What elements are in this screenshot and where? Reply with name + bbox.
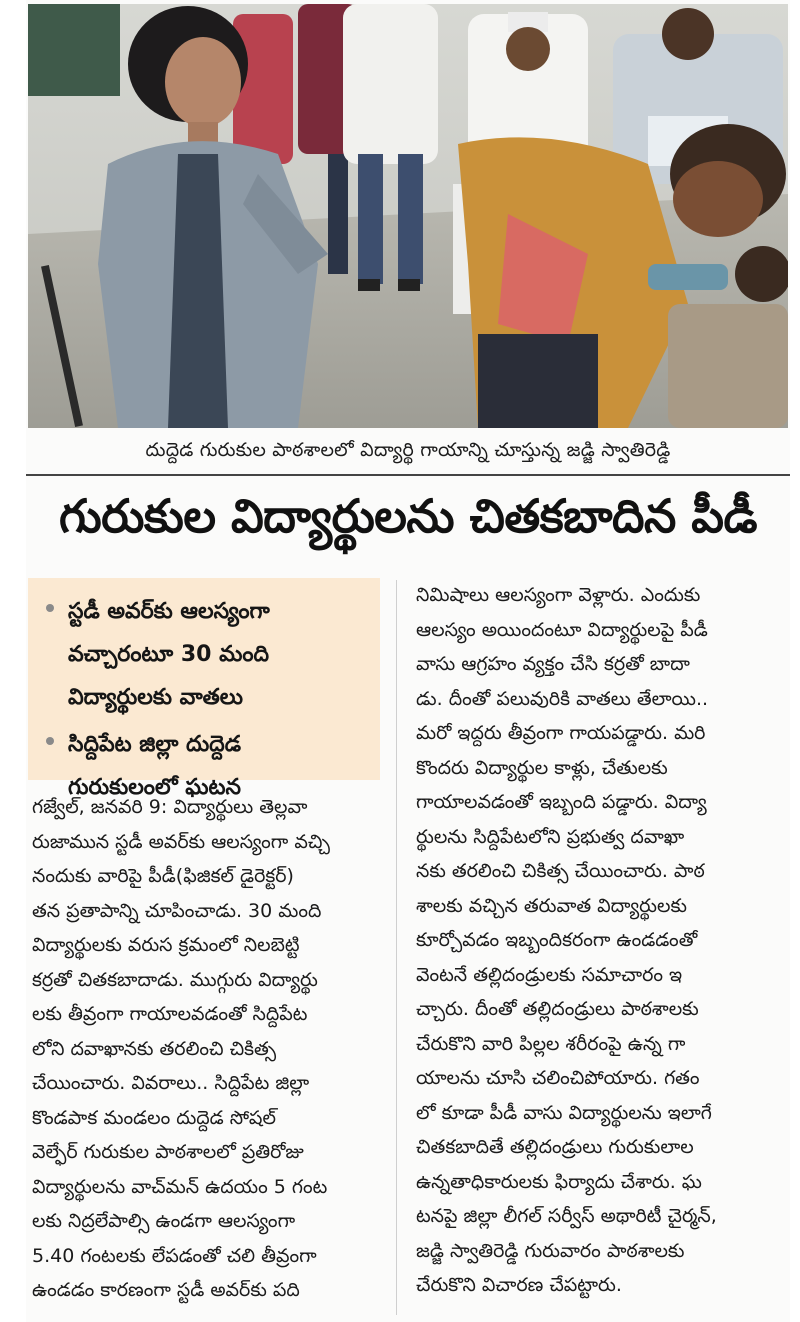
body-line: డు. దీంతో పలువురికి వాతలు తేలాయి.. <box>416 687 709 710</box>
bullet-icon <box>46 737 54 745</box>
body-line: కొండపాక మండలం దుద్దెడ సోషల్ <box>32 1106 276 1129</box>
body-line: వెంటనే తల్లిదండ్రులకు సమాచారం ఇ <box>416 963 683 986</box>
highlight-item <box>46 590 370 719</box>
body-line: వాసు ఆగ్రహం వ్యక్తం చేసి కర్రతో బాదా <box>416 653 690 675</box>
body-line: చేరుకొని వారి పిల్లల శరీరంపై ఉన్న గా <box>416 1032 686 1055</box>
body-line: కూర్చోవడం ఇబ్బందికరంగా ఉండడంతో <box>416 929 698 951</box>
body-line: యాలను చూసి చలించిపోయారు. గతం <box>416 1067 700 1089</box>
highlight-text: స్టడీ అవర్‌కు ఆలస్యంగా వచ్చారంటూ 30 మంది విద్యార్థులకు వాతలు <box>68 599 270 710</box>
body-line: లకు నిద్రలేపాల్సి ఉండగా ఆలస్యంగా <box>32 1210 296 1232</box>
article-column-right <box>416 578 788 1303</box>
highlight-box <box>28 578 380 800</box>
body-line: టనపై జిల్లా లీగల్ సర్వీస్ అథారిటీ చైర్మన్, <box>416 1205 717 1227</box>
column-divider <box>396 580 397 1315</box>
body-line: లకు తీవ్రంగా గాయాలవడంతో సిద్దిపేట <box>32 1003 308 1025</box>
body-line: చితకబాదితే తల్లిదండ్రులు గురుకులాల <box>416 1136 694 1158</box>
news-photo <box>28 4 788 428</box>
body-line: ఉన్నతాధికారులకు ఫిర్యాదు చేశారు. ఘ <box>416 1170 702 1193</box>
headline: గురుకుల విద్యార్థులను చితకబాదిన పీడీ <box>58 489 757 543</box>
body-line: మరో ఇద్దరు తీవ్రంగా గాయపడ్డారు. మరి <box>416 722 706 744</box>
body-line: రుజామున స్టడీ అవర్‌కు ఆలస్యంగా వచ్చి <box>32 830 331 853</box>
body-line: లో కూడా పీడీ వాసు విద్యార్థులను ఇలాగే <box>416 1101 712 1124</box>
newspaper-clipping <box>26 0 790 1322</box>
body-line: 5.40 గంటలకు లేపడంతో చలి తీవ్రంగా <box>32 1244 317 1267</box>
body-line: ర్థులను సిద్దిపేటలోని ప్రభుత్వ దవాఖా <box>416 825 685 848</box>
body-line: కర్రతో చితకబాదాడు. ముగ్గురు విద్యార్థు <box>32 968 318 991</box>
body-line: చేయించారు. వివరాలు.. సిద్దిపేట జిల్లా <box>32 1072 310 1094</box>
body-line: విద్యార్థులను వాచ్‌మన్ ఉదయం 5 గంట <box>32 1175 328 1198</box>
caption-rule <box>26 474 790 476</box>
photo-caption: దుద్దెడ గురుకుల పాఠశాలలో విద్యార్థి గాయాన్ని చూస్తున్న జడ్జి స్వాతిరెడ్డి <box>145 438 671 461</box>
photo-illustration <box>28 4 788 428</box>
highlight-text: సిద్దిపేట జిల్లా దుద్దెడ గురుకులంలో ఘటన <box>68 732 241 800</box>
body-line: నకు తరలించి చికిత్స చేయించారు. పాఠ <box>416 860 705 882</box>
body-line: లోని దవాఖానకు తరలించి చికిత్స <box>32 1037 277 1060</box>
body-line: చేరుకొని విచారణ చేపట్టారు. <box>416 1274 622 1296</box>
body-line: తన ప్రతాపాన్ని చూపించాడు. 30 మంది <box>32 899 322 922</box>
bullet-icon <box>46 604 54 612</box>
body-line: గాయాలవడంతో ఇబ్బంది పడ్డారు. విద్యా <box>416 791 707 813</box>
body-line: శాలకు వచ్చిన తరువాత విద్యార్థులకు <box>416 894 687 917</box>
body-line: విద్యార్థులకు వరుస క్రమంలో నిలబెట్టి <box>32 934 300 956</box>
body-line: నందుకు వారిపై పీడీ(ఫిజికల్ డైరెక్టర్) <box>32 865 294 887</box>
body-line: ఉండడం కారణంగా స్టడీ అవర్‌కు పది <box>32 1279 300 1301</box>
body-line: గజ్వేల్, జనవరి 9: విద్యార్థులు తెల్లవా <box>32 796 308 818</box>
article-column-left <box>32 790 382 1308</box>
body-line: వెల్ఫేర్ గురుకుల పాఠశాలలో ప్రతిరోజు <box>32 1141 304 1163</box>
body-line: జడ్జి స్వాతిరెడ్డి గురువారం పాఠశాలకు <box>416 1239 685 1262</box>
body-line: ఆలస్యం అయిందంటూ విద్యార్థులపై పీడీ <box>416 618 708 641</box>
body-line: చ్చారు. దీంతో తల్లిదండ్రులు పాఠశాలకు <box>416 998 699 1020</box>
body-line: కొందరు విద్యార్థుల కాళ్లు, చేతులకు <box>416 756 668 779</box>
body-line: నిమిషాలు ఆలస్యంగా వెళ్లారు. ఎందుకు <box>416 584 701 606</box>
